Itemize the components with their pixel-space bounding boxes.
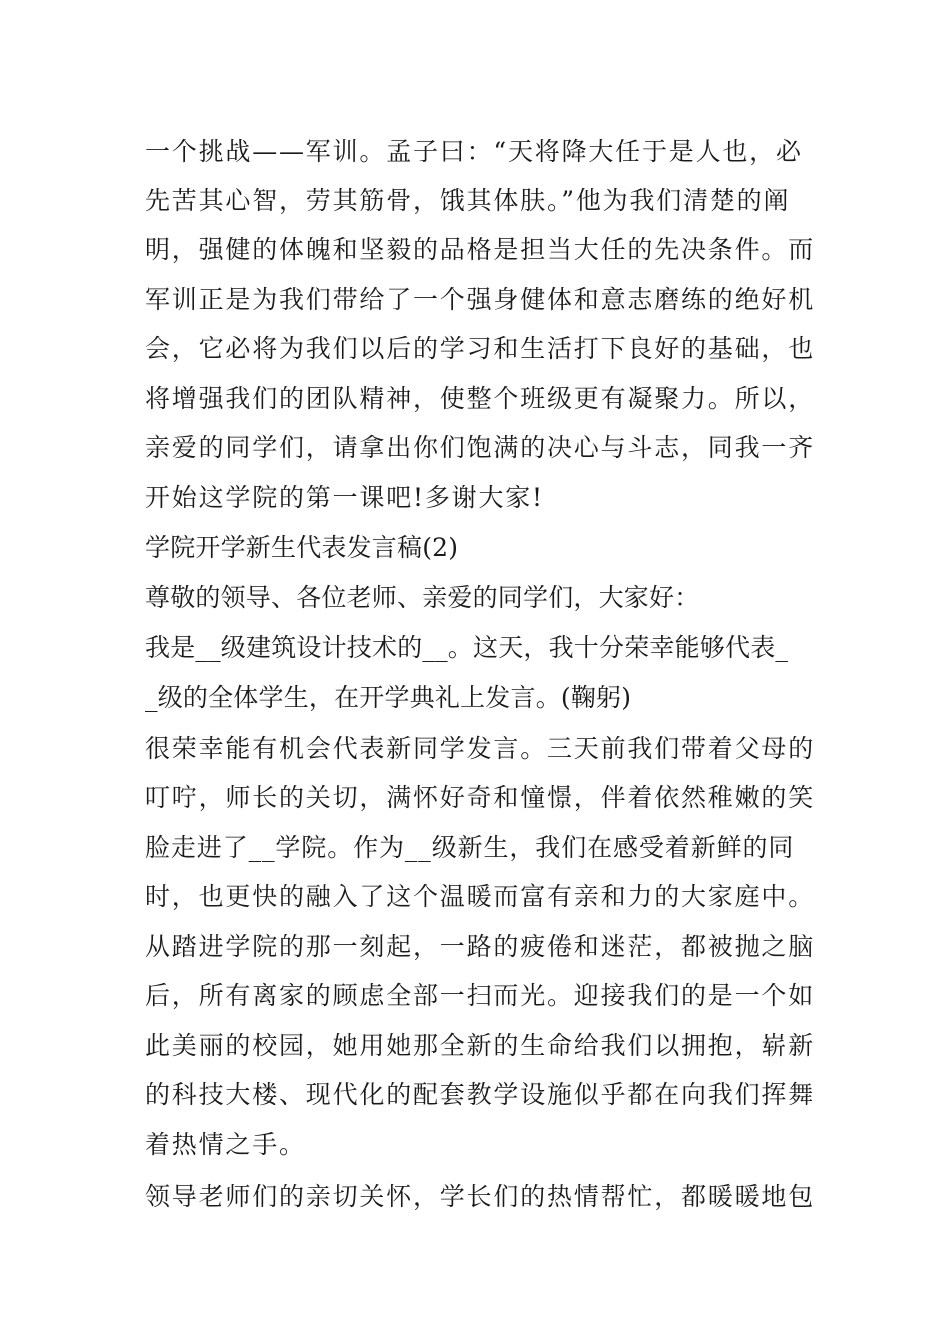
text-line: 着热情之手。 (145, 1130, 306, 1159)
text-line: 叮咛，师长的关切，满怀好奇和憧憬，伴着依然稚嫩的笑 (145, 783, 816, 812)
text-line: 此美丽的校园，她用她那全新的生命给我们以拥抱，崭新 (145, 1031, 816, 1060)
text-line: 我是__级建筑设计技术的__。这天，我十分荣幸能够代表_ (145, 633, 789, 662)
text-line: 一个挑战——军训。孟子曰：“天将降大任于是人也，必 (145, 137, 803, 166)
text-line: 脸走进了__学院。作为__级新生，我们在感受着新鲜的同 (145, 833, 795, 862)
text-line: 明，强健的体魄和坚毅的品格是担当大任的先决条件。而 (145, 235, 816, 264)
text-line: 将增强我们的团队精神，使整个班级更有凝聚力。所以， (145, 384, 816, 413)
text-line: 会，它必将为我们以后的学习和生活打下良好的基础，也 (145, 334, 816, 363)
text-line: 的科技大楼、现代化的配套教学设施似乎都在向我们挥舞 (145, 1080, 816, 1109)
text-line: 领导老师们的亲切关怀，学长们的热情帮忙，都暖暖地包 (145, 1182, 816, 1211)
text-line: 先苦其心智，劳其筋骨，饿其体肤。”他为我们清楚的阐 (145, 186, 791, 215)
text-line: 很荣幸能有机会代表新同学发言。三天前我们带着父母的 (145, 734, 816, 763)
text-line: _级的全体学生，在开学典礼上发言。(鞠躬) (145, 683, 632, 712)
text-line: 亲爱的同学们，请拿出你们饱满的决心与斗志，同我一齐 (145, 433, 816, 462)
salutation: 尊敬的领导、各位老师、亲爱的同学们，大家好： (145, 583, 700, 612)
section-heading: 学院开学新生代表发言稿(2) (145, 533, 459, 562)
text-line: 军训正是为我们带给了一个强身健体和意志磨练的绝好机 (145, 285, 816, 314)
text-line: 后，所有离家的顾虑全部一扫而光。迎接我们的是一个如 (145, 981, 816, 1010)
text-line: 时，也更快的融入了这个温暖而富有亲和力的大家庭中。 (145, 882, 816, 911)
text-line: 开始这学院的第一课吧!多谢大家! (145, 483, 544, 512)
text-line: 从踏进学院的那一刻起，一路的疲倦和迷茫，都被抛之脑 (145, 932, 816, 961)
